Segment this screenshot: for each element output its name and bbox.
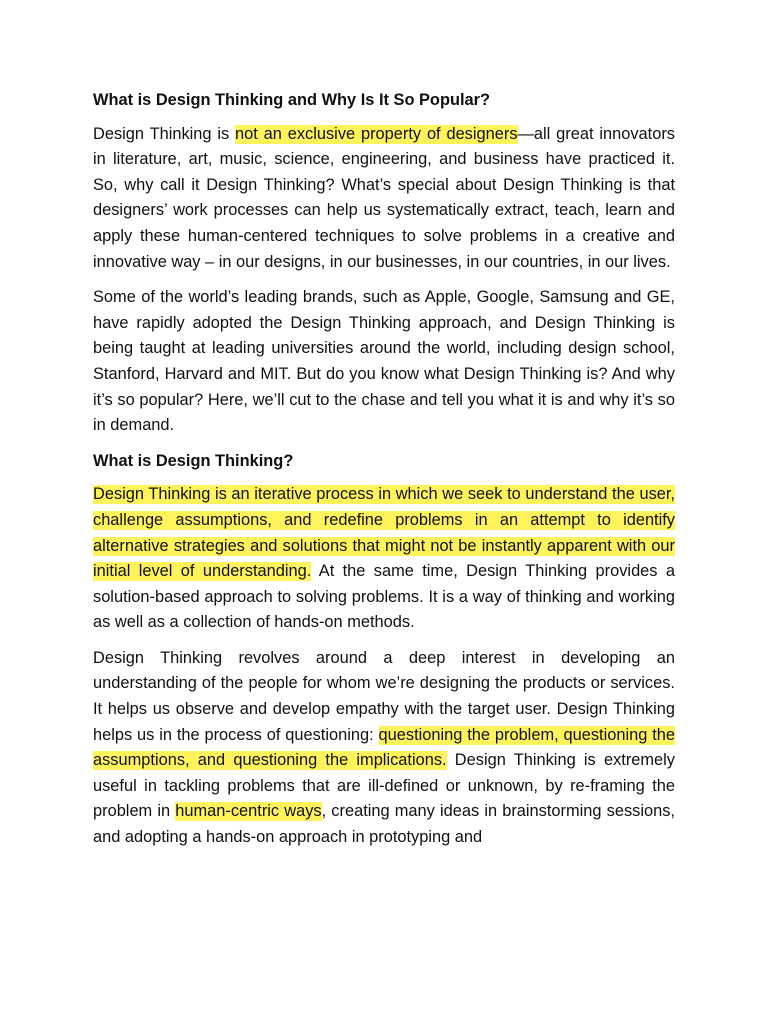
text-segment: At the same time, Design Thinking provides a solution-based approach to solving problems. It is a way of thinking and working as well as a collection of hands-on methods. <box>93 562 675 632</box>
text-segment: Design Thinking revolves around a deep interest in developing an understanding of the people for whom we’re designing the products or services. It helps us observe and develop empathy with the target user. Design Thinking helps us in the process of questioning: <box>93 648 675 744</box>
highlighted-text: human-centric ways <box>175 802 322 821</box>
highlighted-text: not an exclusive property of designers <box>235 124 518 143</box>
paragraph-leading-brands: Some of the world’s leading brands, such as Apple, Google, Samsung and GE, have rapidly adopted the Design Thinking approach, and Design Thinking is being taught at leading universities around the world, including design school, Stanford, Harvard and MIT. But do you know what Design Thinking is? And why it’s so popular? Here, we’ll cut to the chase and tell you what it is and why it’s so in demand. <box>93 288 675 435</box>
text-segment: —all great innovators in literature, art, music, science, engineering, and business have practiced it. So, why call it Design Thinking? What’s special about Design Thinking is that designers’ work processes can help us systematically extract, teach, learn and apply these human-centered techniques to solve problems in a creative and innovative way – in our designs, in our businesses, in our countries, in our lives. <box>93 124 675 271</box>
text-segment: Design Thinking is <box>93 124 236 143</box>
highlighted-text: questioning the problem, questioning the assumptions, and questioning the implications. <box>93 725 675 770</box>
document-page <box>93 88 675 861</box>
text-segment: Design Thinking is extremely useful in tackling problems that are ill-defined or unknown, by re-framing the problem in <box>93 751 675 821</box>
heading-why-popular: What is Design Thinking and Why Is It So Popular? <box>93 91 491 109</box>
heading-what-is: What is Design Thinking? <box>93 451 294 470</box>
paragraph-not-exclusive <box>93 122 675 276</box>
paragraph-iterative-process <box>93 482 675 636</box>
paragraph-revolves-around <box>93 646 675 851</box>
text-segment: , creating many ideas in brainstorming sessions, and adopting a hands-on approach in prototyping and <box>93 802 675 847</box>
highlighted-text: Design Thinking is an iterative process in which we seek to understand the user, challenge assumptions, and redefine problems in an attempt to identify alternative strategies and solutions that might not be instantly apparent with our initial level of understanding. <box>93 485 675 581</box>
